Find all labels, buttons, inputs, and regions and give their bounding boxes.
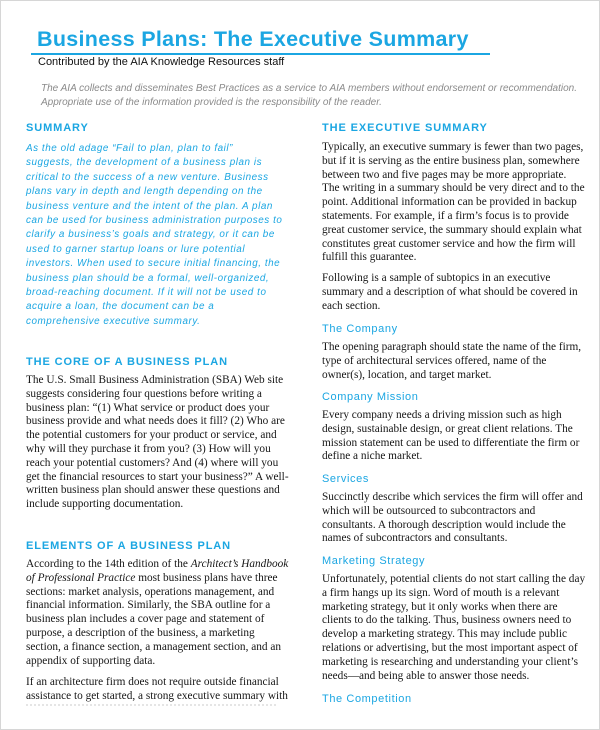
text-line: As the old adage “Fail to plan, plan to fail”: [26, 143, 233, 154]
company-text: [322, 341, 581, 382]
text-line: reach your potential customers? And (4) where will you: [26, 456, 279, 469]
heading-summary: SUMMARY: [26, 122, 89, 134]
text-line: Typically, an executive summary is fewer than two pages,: [322, 141, 584, 153]
title-underline: [31, 53, 490, 55]
elements-paragraph-1-rest: [26, 586, 288, 669]
exec-paragraph-2: [322, 272, 578, 313]
text-line: financial information. Similarly, the SBA outline for a: [26, 599, 271, 612]
text-line: business plan should be a formal, well-organized,: [26, 272, 270, 284]
text-line: Succinctly describe which services the firm will offer and: [322, 491, 583, 503]
elements-paragraph-1: [26, 558, 288, 668]
text-line: acquire a loan, the document can be a: [26, 301, 215, 313]
text-line: the potential customers for your product or service, and: [26, 429, 277, 442]
text-line: design, sustainable design, or great client relations. The: [322, 422, 573, 435]
text-line: names of subcontractors and consultants.: [322, 532, 508, 545]
text-line: type of architectural services offered, name of the: [322, 354, 547, 367]
text-line: why will they purchase it from you? (3) How will you: [26, 442, 271, 455]
text-line: but if it is serving as the entire business plan, somewhere: [322, 154, 580, 167]
services-text: [322, 491, 583, 546]
text-line: suggests, the development of a business plan is: [26, 157, 263, 169]
heading-the-competition: The Competition: [322, 693, 412, 705]
text-line: mission statement can be used to differentiate the firm or: [322, 436, 580, 449]
page-title: Business Plans: The Executive Summary: [37, 27, 469, 51]
exec-paragraph-1: [322, 141, 585, 265]
heading-company-mission: Company Mission: [322, 391, 419, 403]
heading-the-company: The Company: [322, 323, 398, 335]
text-line: consultants. A thorough description would include the: [322, 518, 566, 531]
text-line: Following is a sample of subtopics in an executive: [322, 272, 551, 284]
text-line: a firm hangs up its sign. Word of mouth is a relevant: [322, 586, 560, 599]
contributor-line: Contributed by the AIA Knowledge Resources staff: [38, 56, 285, 68]
text-line: can be used for business administration purposes to: [26, 215, 283, 227]
text-line: business plan: “(1) What service or product does your: [26, 401, 270, 414]
text-line: The writing in a summary should be very direct and to the: [322, 182, 585, 195]
summary-text: [26, 142, 282, 329]
heading-executive-summary: THE EXECUTIVE SUMMARY: [322, 122, 488, 134]
text-line: purpose, a description of the business, a marketing: [26, 626, 255, 639]
text-line: Every company needs a driving mission such as high: [322, 409, 562, 421]
text-line: investors. When used to secure initial financing, the: [26, 258, 281, 270]
disclaimer: [41, 82, 577, 110]
text-line: between two and five pages may be more appropriate.: [322, 168, 567, 181]
heading-services: Services: [322, 473, 369, 485]
marketing-text: [322, 573, 585, 683]
text-line: plans vary in depth and length depending on the: [26, 186, 263, 198]
core-text: [26, 374, 289, 512]
text-line: statements. For example, if a firm’s focus is to provide: [322, 209, 569, 222]
text-line: section, a finance section, a management section, and an: [26, 640, 282, 653]
mission-text: [322, 409, 579, 464]
text-line: Appropriate use of the information provided is the responsibility of the reader.: [41, 97, 382, 108]
cut-off-text-line: [26, 704, 276, 712]
text-line: sections: market analysis, operations management, and: [26, 585, 275, 598]
heading-elements: ELEMENTS OF A BUSINESS PLAN: [26, 540, 231, 552]
text: According to the 14th edition of the: [26, 558, 191, 570]
text-line: constitutes great customer service and how the firm will: [322, 237, 576, 250]
text-line: needs—and being able to answer those needs.: [322, 669, 530, 682]
text-line: The U.S. Small Business Administration (SBA) Web site: [26, 374, 284, 386]
text-line: The opening paragraph should state the name of the firm,: [322, 341, 582, 353]
text-line: The AIA collects and disseminates Best Practices as a service to AIA members without endorsement or recommendation.: [41, 83, 577, 94]
heading-core: THE CORE OF A BUSINESS PLAN: [26, 356, 228, 368]
text-line: clients to do the talking. Thus, business owners need to: [322, 614, 572, 627]
text-line: point. Additional information can be provided in backup: [322, 196, 577, 209]
text-line: assistance to get started, a strong executive summary with: [26, 689, 288, 702]
text-line: business venture and the intent of the plan. A plan: [26, 200, 273, 212]
text-line: If an architecture firm does not require outside financial: [26, 676, 279, 688]
text-line: define a niche market.: [322, 450, 423, 463]
text-line: summary and a description of what should be covered in: [322, 285, 578, 298]
text-line: critical to the success of a new venture. Business: [26, 171, 269, 183]
text-line: Unfortunately, potential clients do not start calling the day: [322, 573, 586, 585]
text: most business plans have three: [135, 571, 278, 584]
text-line: written business plan should answer these questions and: [26, 484, 280, 497]
text-line: develop a marketing strategy. This may include public: [322, 628, 568, 641]
text-line: relations or advertising, but the most important aspect of: [322, 641, 578, 654]
text-line: broad-reaching document. If it will not be used to: [26, 287, 267, 299]
elements-paragraph-2: [26, 676, 288, 704]
book-title: Architect’s Handbook: [190, 558, 289, 570]
text-line: marketing is researching and understanding your client’s: [322, 655, 578, 668]
text-line: get the financial resources to start your business?” A well-: [26, 470, 289, 483]
text-line: marketing strategy, but it only works when there are: [322, 600, 558, 613]
text-line: appendix of supporting data.: [26, 654, 156, 667]
book-title: of Professional Practice: [26, 571, 136, 584]
text-line: suggests considering four questions before writing a: [26, 387, 262, 400]
text-line: include supporting documentation.: [26, 498, 184, 511]
text-line: fulfill this guarantee.: [322, 251, 417, 264]
text-line: used to garner startup loans or lure potential: [26, 243, 246, 255]
text-line: each section.: [322, 299, 381, 312]
text-line: business plan includes a cover page and statement of: [26, 613, 265, 626]
text-line: comprehensive executive summary.: [26, 315, 201, 327]
heading-marketing-strategy: Marketing Strategy: [322, 555, 426, 567]
text-line: clarify a business’s goals and strategy, or it can be: [26, 229, 275, 241]
text-line: owner(s), location, and target market.: [322, 368, 492, 381]
text-line: great customer service, the summary should explain what: [322, 223, 582, 236]
text-line: business provide and what needs does it fill? (2) Who are: [26, 415, 285, 428]
text-line: which will be outsourced to subcontractors and: [322, 504, 536, 517]
